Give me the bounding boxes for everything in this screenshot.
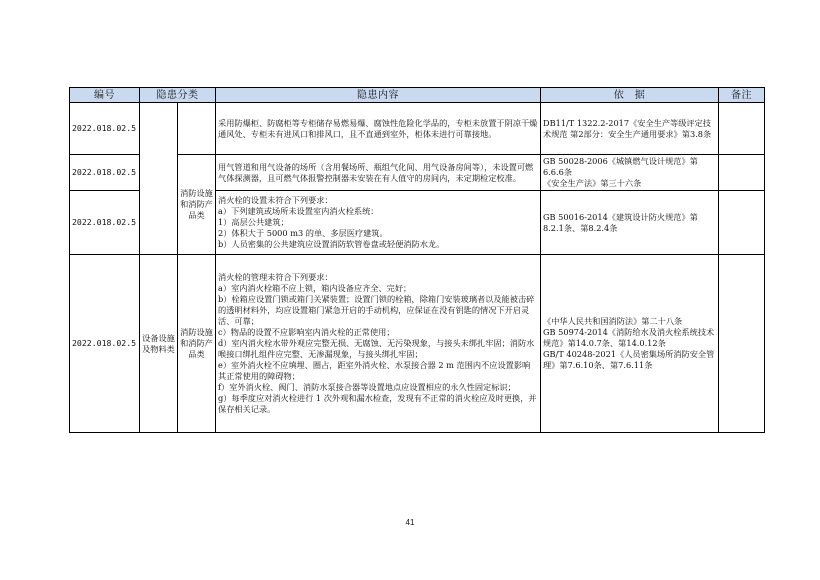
category-level2-cell-blank [178,103,216,155]
hazard-content: 采用防爆柜、防腐柜等专柜储存易燃易爆、腐蚀性危险化学品的，专柜未放置于阴凉干燥通风处、专柜未有进风口和排风口，且不直通到室外，柜体未进行可靠接地。 [216,103,541,155]
header-content: 隐患内容 [216,88,541,103]
hazard-table [69,87,765,433]
header-category: 隐患分类 [140,88,216,103]
hazard-basis: GB 50028-2006《城镇燃气设计规范》第6.6.6条 《安全生产法》第三十六条 [541,155,719,191]
header-row [70,88,765,103]
remark-cell [719,191,765,255]
category-level1-cell [140,103,178,255]
remark-cell [719,103,765,155]
table-row [70,255,765,433]
row-number: 2022.018.02.5 [70,191,140,255]
row-number: 2022.018.02.5 [70,255,140,433]
header-number: 编号 [70,88,140,103]
hazard-basis: DB11/T 1322.2-2017《安全生产等级评定技术规范 第2部分：安全生产通用要求》第3.8条 [541,103,719,155]
header-basis: 依 据 [541,88,719,103]
hazard-content: 消火栓的管理未符合下列要求： a）室内消火栓箱不应上锁，箱内设备应齐全、完好； b）栓箱应设置门锁或箱门关紧装置；设置门锁的栓箱，除箱门安装玻璃者以及能被击碎的透明材料外，均应设置箱门紧急开启的手动机构，应保证在没有钥匙的情况下开启灵活、可靠； c）物品的设置不应影响室内消火栓的正常使用； d）室内消火栓水带外观应完整无损、无腐蚀、无污染现象，与接头未绑扎牢固；消防水喉接口绑扎组件应完整、无渗漏现象，与接头绑扎牢固； e）室外消火栓不应填埋、圈占，距室外消火栓、水泵接合器 2 m 范围内不应设置影响其正常使用的障碍物； f）室外消火栓、阀门、消防水泵接合器等设置地点应设置相应的永久性固定标识； g）每季度应对消火栓进行 1 次外观和漏水检查，发现有不正常的消火栓应及时更换，并保存相关记录。 [216,255,541,433]
header-remark: 备注 [719,88,765,103]
remark-cell [719,255,765,433]
category-level2-cell: 消防设施和消防产品类 [178,255,216,433]
hazard-content: 消火栓的设置未符合下列要求： a）下列建筑或场所未设置室内消火栓系统： 1）高层公共建筑； 2）体积大于 5000 m3 的单、多层医疗建筑。 b）人员密集的公共建筑应设置消防软管卷盘或轻便消防水龙。 [216,191,541,255]
remark-cell [719,155,765,191]
table-row [70,103,765,155]
category-level1-cell: 设备设施及物料类 [140,255,178,433]
hazard-content: 用气管道和用气设备的场所（含用餐场所、瓶组气化间、用气设备房间等），未设置可燃气体探测器，且可燃气体报警控制器未安装在有人值守的房间内，未定期检定校准。 [216,155,541,191]
row-number: 2022.018.02.5 [70,155,140,191]
hazard-basis: GB 50016-2014《建筑设计防火规范》第8.2.1条、第8.2.4条 [541,191,719,255]
hazard-basis: 《中华人民共和国消防法》第二十八条 GB 50974-2014《消防给水及消火栓系统技术规范》第14.0.7条、第14.0.12条 GB/T 40248-2021《人员密集场所消防安全管理》第7.6.10条、第7.6.11条 [541,255,719,433]
row-number: 2022.018.02.5 [70,103,140,155]
category-level2-cell: 消防设施和消防产品类 [178,155,216,255]
page-number: 41 [405,518,415,527]
